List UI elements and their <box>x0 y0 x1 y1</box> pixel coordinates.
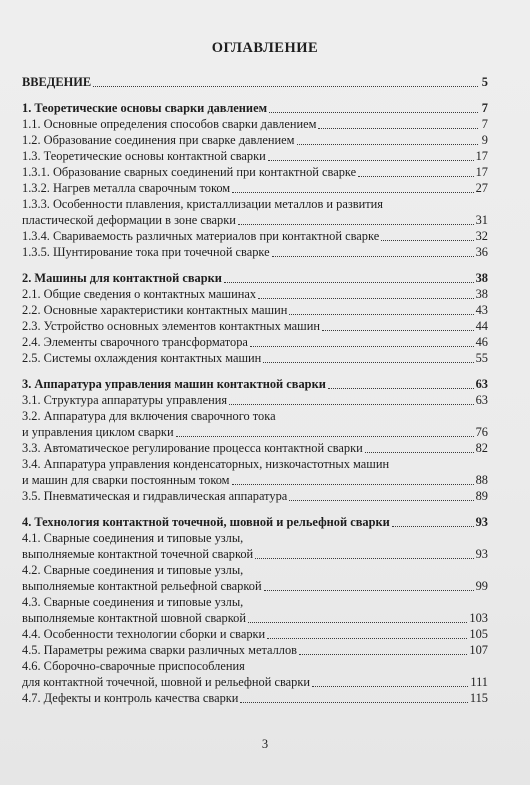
toc-entry-title: 1.2. Образование соединения при сварке давлением <box>22 133 295 147</box>
page-title: ОГЛАВЛЕНИЕ <box>211 40 319 56</box>
toc-entry <box>22 690 488 706</box>
toc-entry <box>22 132 488 148</box>
toc-page-number: 38 <box>475 271 488 285</box>
toc-entry-title: 4.5. Параметры режима сварки различных металлов <box>22 643 298 657</box>
dot-leader <box>263 362 473 363</box>
dot-leader <box>93 86 478 87</box>
dot-leader <box>232 484 474 485</box>
toc-page-number: 55 <box>475 351 488 365</box>
toc-entry-title: 4.4. Особенности технологии сборки и сварки <box>22 627 266 641</box>
toc-entry-title: 4.6. Сборочно-сварочные приспособления <box>22 659 245 673</box>
toc-page-number: 115 <box>469 691 488 705</box>
dot-leader <box>318 128 478 129</box>
toc-page-number: 82 <box>475 441 488 455</box>
toc-entry-title: 2.5. Системы охлаждения контактных машин <box>22 351 262 365</box>
toc-entry-title: 2. Машины для контактной сварки <box>22 271 222 285</box>
toc-entry-title: 1.3.2. Нагрев металла сварочным током <box>22 181 231 195</box>
dot-leader <box>392 526 474 527</box>
toc-page-number: 111 <box>470 675 488 689</box>
toc-page-number: 9 <box>481 133 488 147</box>
dot-leader <box>328 388 474 389</box>
page-number: 3 <box>261 737 269 751</box>
toc-page-number: 7 <box>481 117 488 131</box>
toc-entry-title-continued: выполняемые контактной точечной сваркой <box>22 547 254 561</box>
toc-entry-title: 2.2. Основные характеристики контактных машин <box>22 303 288 317</box>
toc-entry-title: ВВЕДЕНИЕ <box>22 75 92 89</box>
toc-page-number: 31 <box>475 213 488 227</box>
toc-entry <box>22 440 488 456</box>
toc-page-number: 7 <box>481 101 488 115</box>
toc-entry-title-continued: и машин для сварки постоянным током <box>22 473 230 487</box>
toc-entry-title-continued: пластической деформации в зоне сварки <box>22 213 236 227</box>
toc-page-number: 63 <box>475 377 488 391</box>
toc-entry-title-continued: для контактной точечной, шовной и рельефной сварки <box>22 675 310 689</box>
toc-page-number: 99 <box>475 579 488 593</box>
dot-leader <box>238 224 474 225</box>
toc-entry <box>22 578 488 594</box>
dot-leader <box>258 298 474 299</box>
toc-entry <box>22 472 488 488</box>
toc-page-number: 93 <box>475 547 488 561</box>
section-gap <box>22 260 488 270</box>
dot-leader <box>272 256 474 257</box>
toc-entry-title: 1.1. Основные определения способов сварки давлением <box>22 117 317 131</box>
toc-page-number: 107 <box>469 643 488 657</box>
toc-page-number: 17 <box>475 149 488 163</box>
dot-leader <box>299 654 467 655</box>
dot-leader <box>248 622 467 623</box>
toc-page-number: 105 <box>469 627 488 641</box>
toc-page-number: 76 <box>475 425 488 439</box>
dot-leader <box>312 686 468 687</box>
toc-entry <box>22 212 488 228</box>
toc-entry <box>22 228 488 244</box>
toc-entry <box>22 116 488 132</box>
toc-page-number: 17 <box>475 165 488 179</box>
section-gap <box>22 90 488 100</box>
toc-entry <box>22 488 488 504</box>
toc-entry-title: 3.4. Аппаратура управления конденсаторных, низкочастотных машин <box>22 457 390 471</box>
toc-entry-title: 4.7. Дефекты и контроль качества сварки <box>22 691 239 705</box>
toc-page-number: 46 <box>475 335 488 349</box>
dot-leader <box>240 702 467 703</box>
table-of-contents <box>22 74 488 706</box>
toc-entry-title: 1.3.1. Образование сварных соединений при контактной сварке <box>22 165 357 179</box>
toc-entry <box>22 610 488 626</box>
toc-entry <box>22 302 488 318</box>
toc-entry-title: 2.3. Устройство основных элементов контактных машин <box>22 319 320 333</box>
dot-leader <box>322 330 474 331</box>
toc-entry <box>22 286 488 302</box>
toc-entry-title: 1.3.5. Шунтирование тока при точечной сварке <box>22 245 270 259</box>
toc-entry <box>22 674 488 690</box>
toc-page-number: 88 <box>475 473 488 487</box>
section-gap <box>22 504 488 514</box>
toc-entry-title: 3.1. Структура аппаратуры управления <box>22 393 228 407</box>
toc-entry-title: 1.3.4. Свариваемость различных материалов при контактной сварке <box>22 229 380 243</box>
dot-leader <box>358 176 473 177</box>
toc-page-number: 89 <box>475 489 488 503</box>
toc-page-number: 63 <box>475 393 488 407</box>
dot-leader <box>289 500 473 501</box>
toc-entry-title: 4.1. Сварные соединения и типовые узлы, <box>22 531 244 545</box>
toc-entry <box>22 350 488 366</box>
dot-leader <box>269 112 478 113</box>
toc-entry <box>22 392 488 408</box>
toc-entry <box>22 180 488 196</box>
dot-leader <box>224 282 474 283</box>
toc-entry-title: 2.1. Общие сведения о контактных машинах <box>22 287 257 301</box>
toc-entry-title: 3.3. Автоматическое регулирование процесса контактной сварки <box>22 441 363 455</box>
toc-entry <box>22 318 488 334</box>
dot-leader <box>268 160 474 161</box>
toc-page-number: 32 <box>475 229 488 243</box>
toc-section-heading <box>22 74 488 90</box>
dot-leader <box>297 144 478 145</box>
toc-entry-title-continued: выполняемые контактной шовной сваркой <box>22 611 246 625</box>
dot-leader <box>264 590 474 591</box>
dot-leader <box>250 346 474 347</box>
dot-leader <box>176 436 474 437</box>
toc-entry-title: 3.2. Аппаратура для включения сварочного тока <box>22 409 276 423</box>
toc-page-number: 5 <box>481 75 488 89</box>
toc-section-heading <box>22 376 488 392</box>
toc-entry-title: 4.3. Сварные соединения и типовые узлы, <box>22 595 244 609</box>
toc-entry <box>22 642 488 658</box>
toc-entry-title: 2.4. Элементы сварочного трансформатора <box>22 335 248 349</box>
toc-section-heading <box>22 270 488 286</box>
toc-page-number: 44 <box>475 319 488 333</box>
toc-entry <box>22 164 488 180</box>
toc-entry-title: 1. Теоретические основы сварки давлением <box>22 101 268 115</box>
toc-section-heading <box>22 514 488 530</box>
toc-page-number: 43 <box>475 303 488 317</box>
toc-entry-title: 1.3. Теоретические основы контактной сварки <box>22 149 266 163</box>
toc-entry-title: 4. Технология контактной точечной, шовной и рельефной сварки <box>22 515 390 529</box>
toc-entry-title: 3. Аппаратура управления машин контактной сварки <box>22 377 326 391</box>
toc-page-number: 93 <box>475 515 488 529</box>
dot-leader <box>289 314 473 315</box>
toc-entry <box>22 244 488 260</box>
toc-entry-title-continued: выполняемые контактной рельефной сваркой <box>22 579 262 593</box>
section-gap <box>22 366 488 376</box>
toc-entry-title: 3.5. Пневматическая и гидравлическая аппаратура <box>22 489 288 503</box>
toc-page-number: 36 <box>475 245 488 259</box>
toc-page-number: 103 <box>469 611 488 625</box>
dot-leader <box>267 638 467 639</box>
toc-entry <box>22 148 488 164</box>
dot-leader <box>381 240 473 241</box>
toc-page-number: 38 <box>475 287 488 301</box>
toc-entry <box>22 334 488 350</box>
dot-leader <box>365 452 474 453</box>
toc-page-number: 27 <box>475 181 488 195</box>
toc-entry <box>22 626 488 642</box>
dot-leader <box>229 404 474 405</box>
toc-section-heading <box>22 100 488 116</box>
toc-entry-title: 1.3.3. Особенности плавления, кристаллизации металлов и развития <box>22 197 383 211</box>
toc-entry <box>22 546 488 562</box>
dot-leader <box>255 558 473 559</box>
dot-leader <box>232 192 473 193</box>
toc-entry-title: 4.2. Сварные соединения и типовые узлы, <box>22 563 244 577</box>
toc-entry <box>22 424 488 440</box>
toc-entry-title-continued: и управления циклом сварки <box>22 425 174 439</box>
